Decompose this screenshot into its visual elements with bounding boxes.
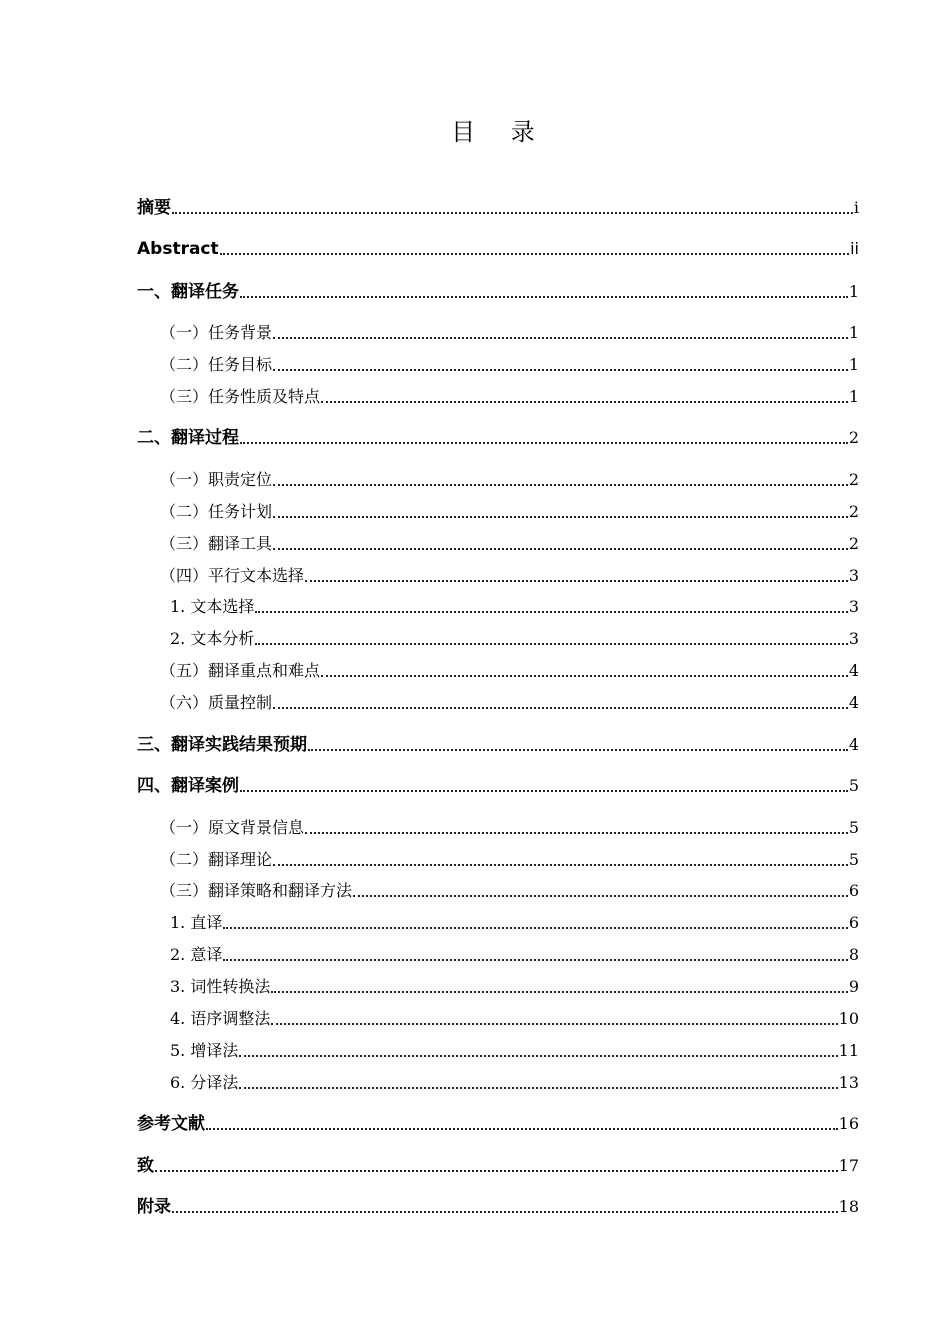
toc-entry-label: （三）翻译策略和翻译方法 [160,881,353,900]
toc-entry-label: 2. 意译 [170,945,223,964]
toc-entry-label: Abstract [137,239,219,259]
dot-leader [273,547,848,550]
toc-entry-label: （五）翻译重点和难点 [160,661,321,680]
toc-entry-section-1-3[interactable] [160,381,859,407]
toc-entry-page-number: 18 [838,1197,859,1216]
toc-entry-section-2-4-2[interactable] [170,623,859,649]
toc-entry-page-number: 4 [848,661,859,680]
toc-entry-section-4-3-6[interactable] [170,1067,859,1093]
toc-entry-label: （一）原文背景信息 [160,818,305,837]
toc-entry-label: 5. 增译法 [170,1041,239,1060]
dot-leader [353,894,848,897]
dot-leader [305,831,848,834]
toc-entry-appendix[interactable] [137,1191,859,1217]
toc-entry-page-number: 5 [848,850,859,869]
dot-leader [155,1169,838,1172]
toc-entry-page-number: 2 [848,502,859,521]
dot-leader [271,1022,837,1025]
toc-entry-section-4-3-3[interactable] [170,971,859,997]
dot-leader [223,958,847,961]
dot-leader [308,748,848,751]
dot-leader [321,674,848,677]
toc-entry-abstract-cn[interactable] [137,192,859,218]
toc-entry-page-number: 16 [838,1114,859,1133]
toc-entry-page-number: 1 [848,355,859,374]
toc-entry-section-4-3-2[interactable] [170,939,859,965]
toc-entry-acknowledgements[interactable] [137,1150,859,1176]
dot-leader [321,400,848,403]
toc-entry-section-2-5[interactable] [160,655,859,681]
toc-entry-page-number: 8 [848,945,859,964]
dot-leader [240,789,848,792]
toc-entry-label: 3. 词性转换法 [170,977,271,996]
toc-entry-section-1-1[interactable] [160,317,859,343]
toc-entry-section-4-2[interactable] [160,844,859,870]
toc-entry-section-2[interactable] [137,422,859,448]
dot-leader [172,211,853,214]
toc-entry-page-number: 3 [848,629,859,648]
toc-entry-page-number: 6 [848,913,859,932]
toc-entry-label: 三、翻译实践结果预期 [137,735,307,755]
dot-leader [172,1210,838,1213]
dot-leader [239,1054,837,1057]
toc-entry-section-1-2[interactable] [160,349,859,375]
dot-leader [206,1127,838,1130]
toc-entry-label: （三）任务性质及特点 [160,387,321,406]
dot-leader [220,252,849,255]
toc-entry-section-2-1[interactable] [160,464,859,490]
toc-entry-page-number: 9 [848,977,859,996]
toc-entry-label: （三）翻译工具 [160,534,273,553]
toc-entry-page-number: 1 [848,387,859,406]
toc-entry-label: （二）任务计划 [160,502,273,521]
toc-entry-references[interactable] [137,1108,859,1134]
dot-leader [273,336,848,339]
toc-entry-label: （二）任务目标 [160,355,273,374]
toc-entry-label: 参考文献 [137,1114,205,1134]
toc-entry-page-number: 2 [848,534,859,553]
page-title: 目 录 [451,118,549,146]
toc-entry-label: （一）任务背景 [160,323,273,342]
toc-entry-section-4-3-5[interactable] [170,1035,859,1061]
toc-entry-section-2-4[interactable] [160,560,859,586]
toc-entry-page-number: i [853,198,859,217]
toc-entry-page-number: 17 [838,1156,859,1175]
toc-entry-section-2-4-1[interactable] [170,591,859,617]
toc-entry-label: 一、翻译任务 [137,282,239,302]
toc-entry-section-4-1[interactable] [160,812,859,838]
toc-entry-page-number: 5 [848,776,859,795]
dot-leader [271,990,847,993]
toc-entry-label: （四）平行文本选择 [160,566,305,585]
toc-entry-page-number: 1 [848,282,859,301]
toc-entry-page-number: 1 [848,323,859,342]
toc-entry-page-number: 3 [848,597,859,616]
toc-entry-label: 1. 直译 [170,913,223,932]
dot-leader [273,483,848,486]
toc-entry-page-number: 3 [848,566,859,585]
dot-leader [273,368,848,371]
toc-entry-page-number: 2 [848,470,859,489]
toc-entry-page-number: 5 [848,818,859,837]
dot-leader [240,441,848,444]
toc-entry-section-2-3[interactable] [160,528,859,554]
toc-entry-label: （六）质量控制 [160,693,273,712]
toc-entry-label: 6. 分译法 [170,1073,239,1092]
toc-entry-page-number: ii [850,239,859,258]
dot-leader [255,610,847,613]
toc-entry-label: 4. 语序调整法 [170,1009,271,1028]
dot-leader [223,926,847,929]
toc-entry-page-number: 6 [848,881,859,900]
toc-entry-label: 摘要 [137,198,171,218]
toc-entry-section-4[interactable] [137,770,859,796]
toc-entry-label: 致 [137,1156,154,1176]
toc-entry-section-1[interactable] [137,276,859,302]
toc-entry-label: 2. 文本分析 [170,629,255,648]
dot-leader [273,863,848,866]
toc-entry-page-number: 10 [838,1009,859,1028]
toc-entry-section-4-3[interactable] [160,875,859,901]
toc-entry-section-2-6[interactable] [160,687,859,713]
dot-leader [305,579,848,582]
toc-entry-section-3[interactable] [137,729,859,755]
toc-entry-section-4-3-1[interactable] [170,907,859,933]
dot-leader [239,1086,837,1089]
toc-entry-label: 二、翻译过程 [137,428,239,448]
toc-entry-label: 1. 文本选择 [170,597,255,616]
toc-entry-section-4-3-4[interactable] [170,1003,859,1029]
dot-leader [273,706,848,709]
toc-entry-section-2-2[interactable] [160,496,859,522]
toc-entry-label: 四、翻译案例 [137,776,239,796]
toc-entry-page-number: 13 [838,1073,859,1092]
toc-entry-label: （一）职责定位 [160,470,273,489]
toc-entry-label: 附录 [137,1197,171,1217]
toc-entry-abstract-en[interactable] [137,233,859,259]
dot-leader [240,295,848,298]
dot-leader [255,642,847,645]
toc-entry-label: （二）翻译理论 [160,850,273,869]
toc-entry-page-number: 11 [838,1041,859,1060]
toc-entry-page-number: 4 [848,735,859,754]
dot-leader [273,515,848,518]
toc-entry-page-number: 2 [848,428,859,447]
toc-entry-page-number: 4 [848,693,859,712]
